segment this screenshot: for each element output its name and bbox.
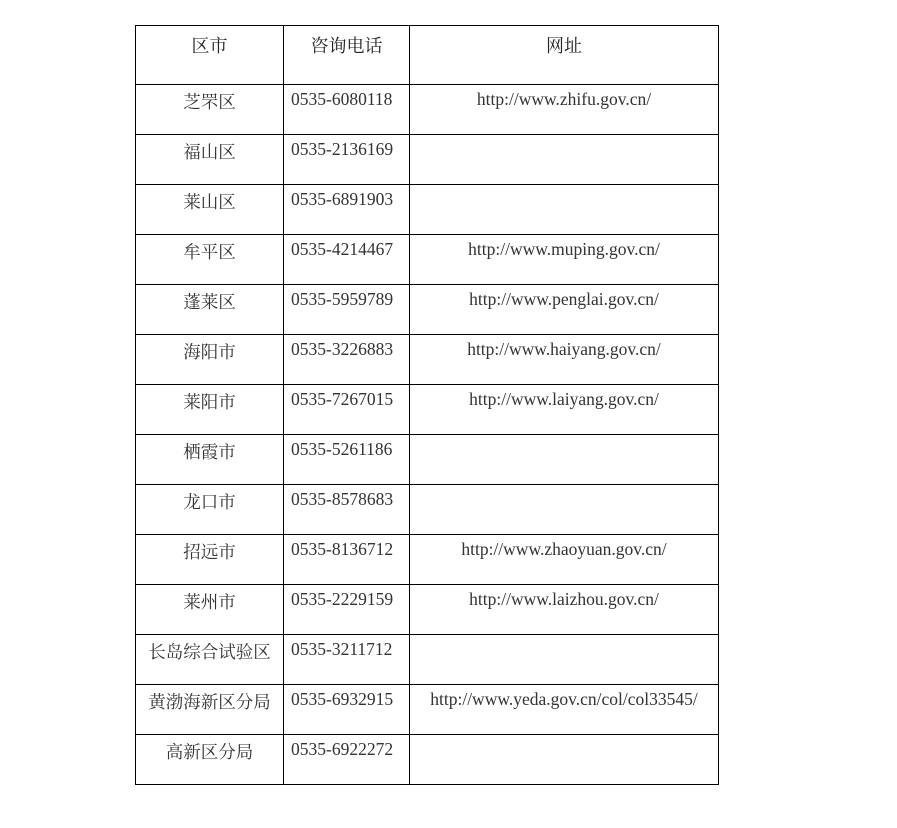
table-row xyxy=(136,135,719,185)
table-row xyxy=(136,85,719,135)
district-cell: 黄渤海新区分局 xyxy=(136,685,284,735)
table-row xyxy=(136,585,719,635)
district-cell: 牟平区 xyxy=(136,235,284,285)
district-cell: 莱山区 xyxy=(136,185,284,235)
table-row xyxy=(136,535,719,585)
phone-cell: 0535-7267015 xyxy=(284,385,410,435)
phone-cell: 0535-3211712 xyxy=(284,635,410,685)
table-row xyxy=(136,235,719,285)
website-link[interactable]: http://www.zhifu.gov.cn/ xyxy=(410,85,719,135)
table-header-row xyxy=(136,26,719,85)
district-cell: 海阳市 xyxy=(136,335,284,385)
header-phone: 咨询电话 xyxy=(284,26,410,85)
website-cell-empty xyxy=(410,735,719,785)
website-link[interactable]: http://www.haiyang.gov.cn/ xyxy=(410,335,719,385)
district-cell: 龙口市 xyxy=(136,485,284,535)
header-district: 区市 xyxy=(136,26,284,85)
district-cell: 栖霞市 xyxy=(136,435,284,485)
table-row xyxy=(136,185,719,235)
phone-cell: 0535-4214467 xyxy=(284,235,410,285)
website-cell-empty xyxy=(410,435,719,485)
header-website: 网址 xyxy=(410,26,719,85)
district-cell: 蓬莱区 xyxy=(136,285,284,335)
district-cell: 高新区分局 xyxy=(136,735,284,785)
website-link[interactable]: http://www.penglai.gov.cn/ xyxy=(410,285,719,335)
table-row xyxy=(136,285,719,335)
district-cell: 芝罘区 xyxy=(136,85,284,135)
website-cell-empty xyxy=(410,185,719,235)
table-row xyxy=(136,735,719,785)
district-cell: 莱州市 xyxy=(136,585,284,635)
phone-cell: 0535-6922272 xyxy=(284,735,410,785)
district-cell: 福山区 xyxy=(136,135,284,185)
district-cell: 长岛综合试验区 xyxy=(136,635,284,685)
phone-cell: 0535-5959789 xyxy=(284,285,410,335)
website-link[interactable]: http://www.laiyang.gov.cn/ xyxy=(410,385,719,435)
table-row xyxy=(136,635,719,685)
district-cell: 莱阳市 xyxy=(136,385,284,435)
table-row xyxy=(136,385,719,435)
phone-cell: 0535-2136169 xyxy=(284,135,410,185)
phone-cell: 0535-8136712 xyxy=(284,535,410,585)
phone-cell: 0535-6891903 xyxy=(284,185,410,235)
phone-cell: 0535-6080118 xyxy=(284,85,410,135)
website-link[interactable]: http://www.zhaoyuan.gov.cn/ xyxy=(410,535,719,585)
district-cell: 招远市 xyxy=(136,535,284,585)
phone-cell: 0535-8578683 xyxy=(284,485,410,535)
website-cell-empty xyxy=(410,135,719,185)
phone-cell: 0535-3226883 xyxy=(284,335,410,385)
website-link[interactable]: http://www.laizhou.gov.cn/ xyxy=(410,585,719,635)
website-link[interactable]: http://www.muping.gov.cn/ xyxy=(410,235,719,285)
phone-cell: 0535-6932915 xyxy=(284,685,410,735)
phone-cell: 0535-2229159 xyxy=(284,585,410,635)
website-cell-empty xyxy=(410,485,719,535)
consultation-contacts-table xyxy=(135,25,719,785)
phone-cell: 0535-5261186 xyxy=(284,435,410,485)
website-link[interactable]: http://www.yeda.gov.cn/col/col33545/ xyxy=(410,685,719,735)
table-row xyxy=(136,685,719,735)
table-row xyxy=(136,435,719,485)
table-row xyxy=(136,485,719,535)
table-row xyxy=(136,335,719,385)
website-cell-empty xyxy=(410,635,719,685)
